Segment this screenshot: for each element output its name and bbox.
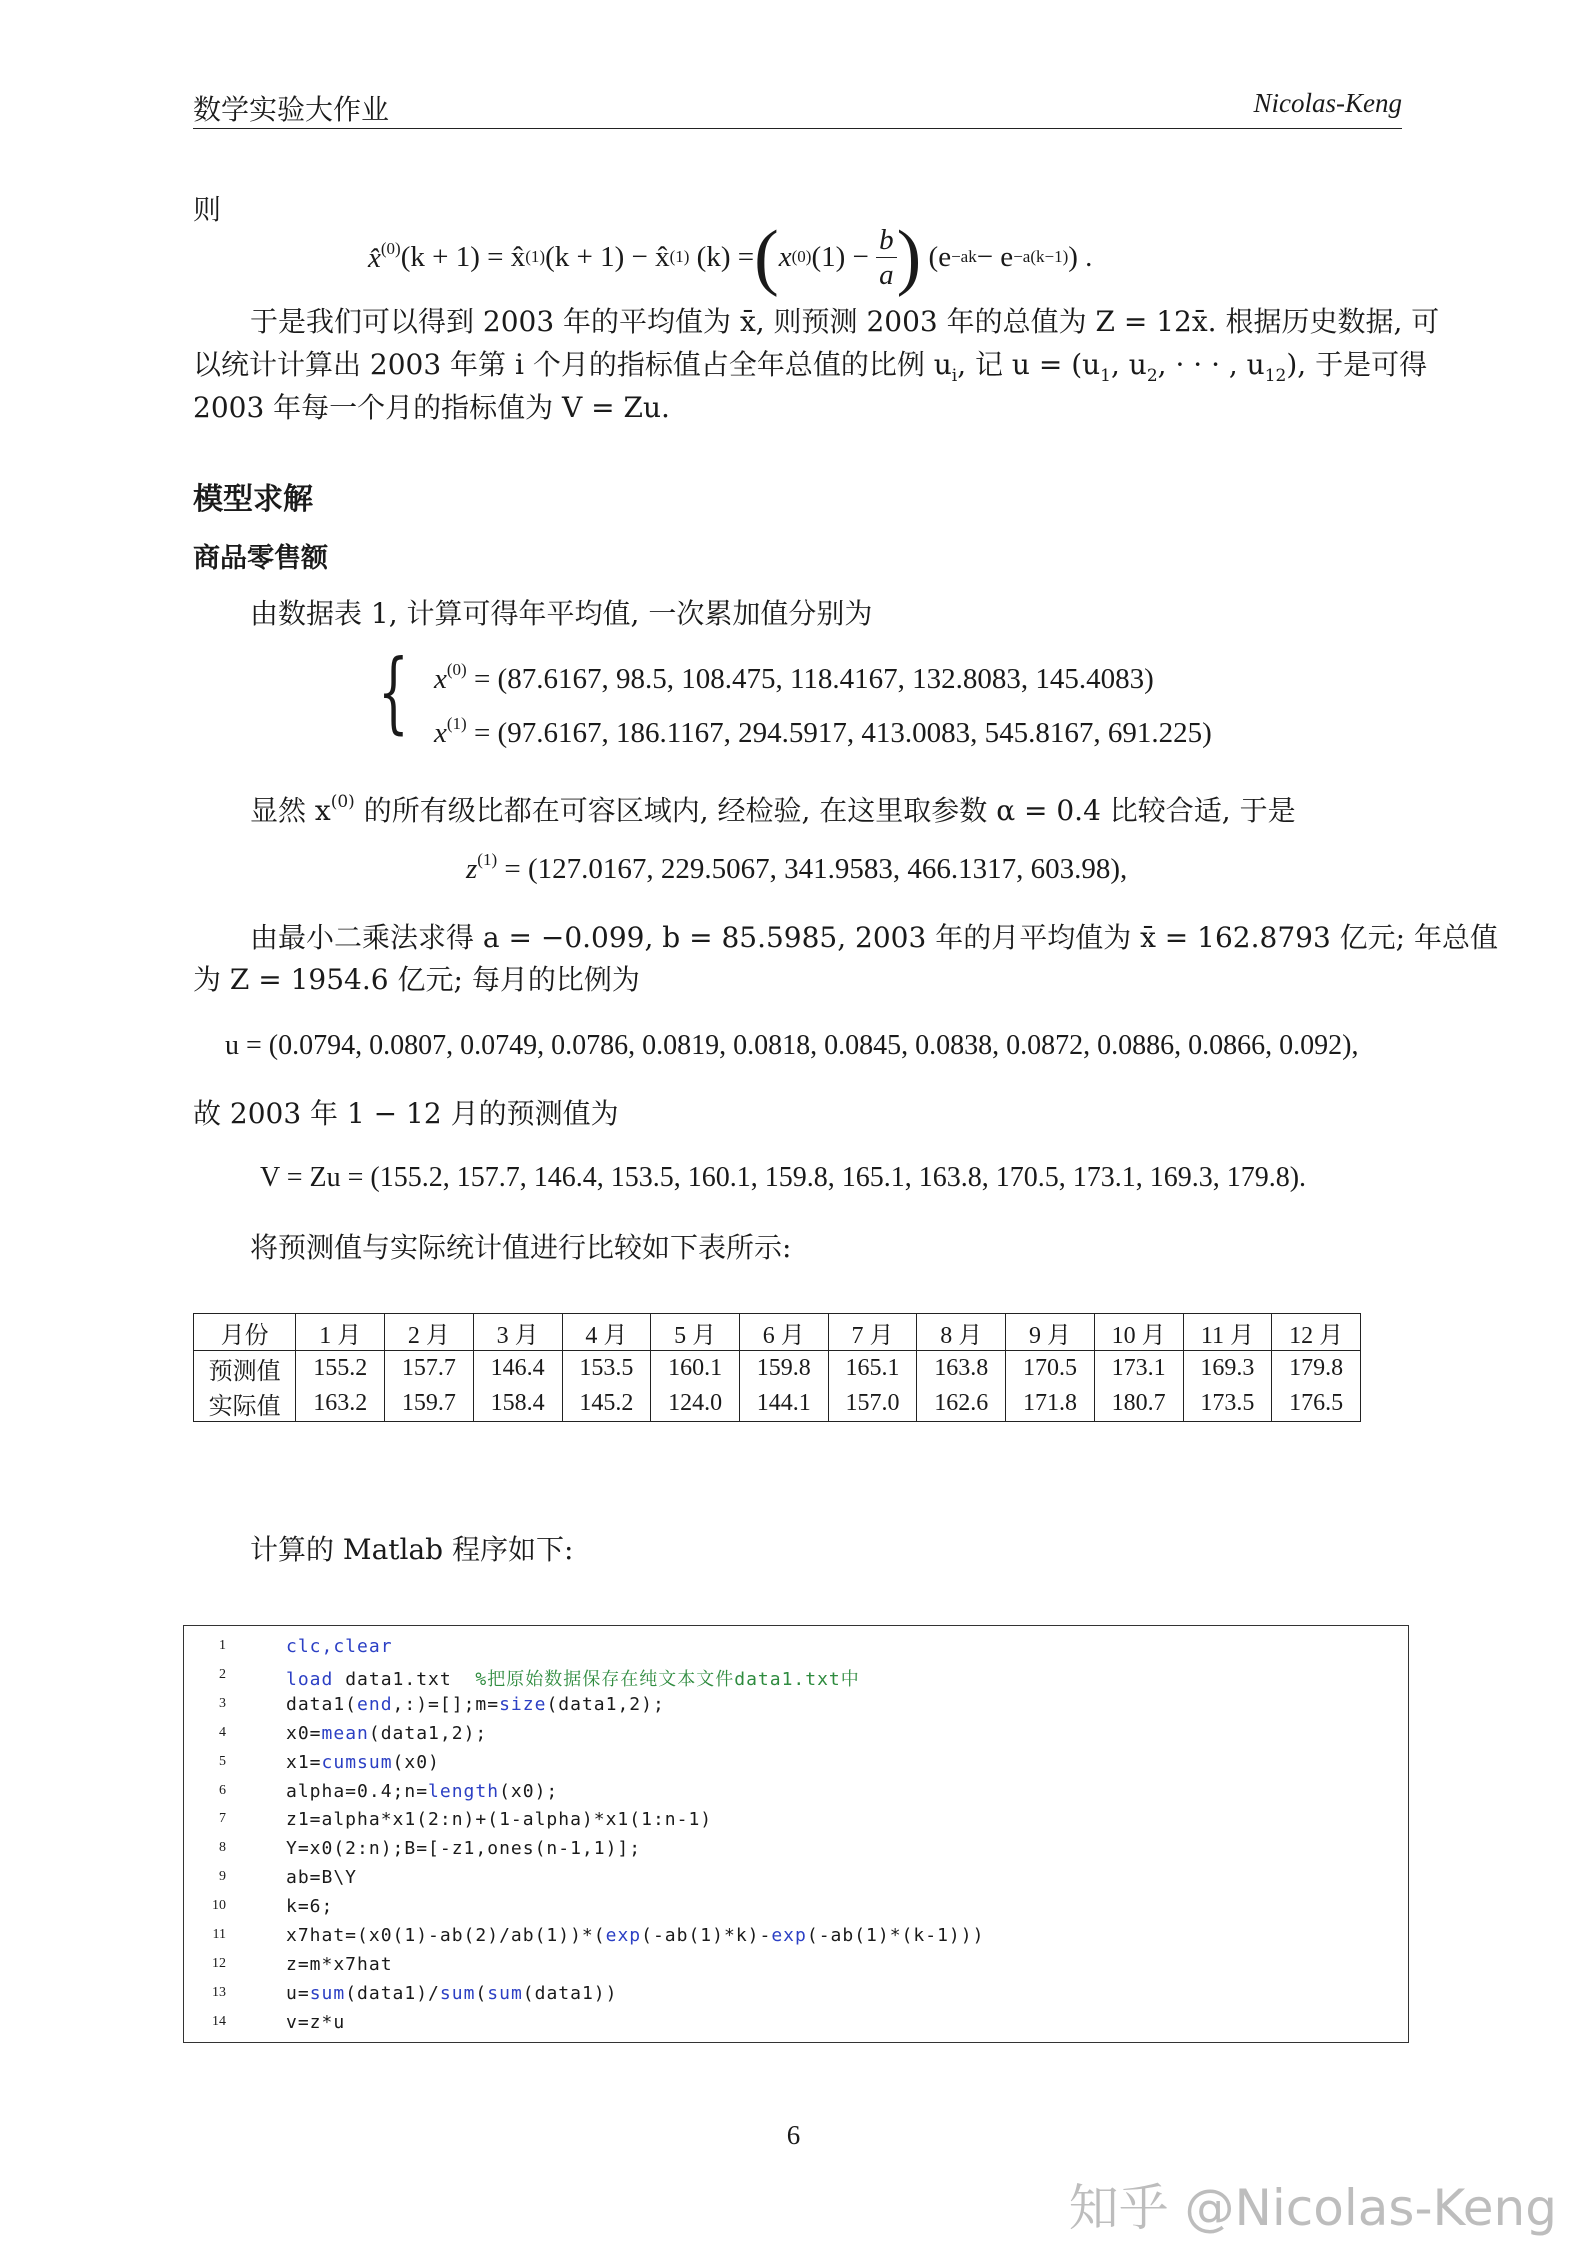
equation-z1: $z^{(1)} = (127.0167$, 229.5067, 341.9583, 466.1317, 603.98), — [466, 850, 1128, 885]
code-text — [286, 1809, 712, 1830]
code-text — [286, 1781, 558, 1802]
comparison-table — [193, 1313, 1361, 1422]
code-token: alpha=0.4;n= — [286, 1780, 429, 1802]
code-text — [286, 1665, 860, 1691]
code-text — [286, 1867, 357, 1888]
code-keyword: cumsum — [321, 1751, 393, 1773]
code-token: x0= — [286, 1722, 322, 1744]
code-line — [184, 1925, 1410, 1954]
code-token: (x0); — [499, 1780, 559, 1802]
code-token: data1.txt — [333, 1668, 476, 1690]
table-row — [194, 1386, 1361, 1422]
code-line — [184, 1636, 1410, 1665]
subsection-heading: 商品零售额 — [193, 543, 328, 574]
table-cell: 163.2 — [296, 1386, 385, 1422]
code-line — [184, 1752, 1410, 1781]
paragraph-2: 由数据表 1, 计算可得年平均值, 一次累加值分别为 — [250, 597, 873, 630]
code-token: x7hat=(x0(1)-ab(2)/ab(1))*( — [286, 1925, 606, 1946]
code-text — [286, 1636, 393, 1657]
table-cell: 179.8 — [1272, 1351, 1361, 1387]
line-number: 10 — [212, 1898, 226, 1914]
paragraph-1-line-2: 以统计计算出 2003 年第 i 个月的指标值占全年总值的比例 $u_i$, 记 $u = (u_1$, $u_2$, · · · , $u_{12}$), 于是可得 — [193, 348, 1428, 386]
table-cell: 3 月 — [473, 1314, 562, 1351]
code-text — [286, 2012, 345, 2033]
paragraph-4-line-2: 为 Z = 1954.6 亿元; 每月的比例为 — [193, 963, 640, 996]
table-cell: 7 月 — [828, 1314, 917, 1351]
equation-x1: $x^{(1)} = (97.6167$, 186.1167, 294.5917, 413.0083, 545.8167, 691.225) — [434, 714, 1212, 749]
line-number: 5 — [219, 1753, 226, 1769]
table-cell: 170.5 — [1006, 1351, 1095, 1387]
code-line — [184, 1781, 1410, 1810]
code-token: (-ab(1)*(k-1))) — [806, 1925, 985, 1946]
table-cell: 171.8 — [1006, 1386, 1095, 1422]
code-token: ( — [475, 1982, 488, 2004]
code-token: v=z*u — [286, 2011, 346, 2033]
code-keyword: clc,clear — [286, 1636, 393, 1657]
code-keyword: exp — [771, 1925, 807, 1946]
equation-v: V = Zu = (155.2, 157.7, 146.4, 153.5, 160.1, 159.8, 165.1, 163.8, 170.5, 173.1, 169.3, 179.8). — [260, 1162, 1307, 1193]
code-line — [184, 1809, 1410, 1838]
code-listing — [183, 1625, 1409, 2043]
table-cell: 实际值 — [194, 1386, 296, 1422]
table-cell: 6 月 — [739, 1314, 828, 1351]
code-token: ,:)=[];m= — [392, 1693, 500, 1715]
code-line — [184, 1723, 1410, 1752]
section-heading: 模型求解 — [193, 482, 313, 517]
code-token: (data1,2); — [546, 1693, 665, 1715]
code-text — [286, 1694, 665, 1715]
table-cell: 155.2 — [296, 1351, 385, 1387]
code-line — [184, 1896, 1410, 1925]
table-cell: 158.4 — [473, 1386, 562, 1422]
code-line — [184, 1665, 1410, 1694]
table-cell: 160.1 — [651, 1351, 740, 1387]
code-keyword: sum — [309, 1982, 346, 2004]
table-cell: 159.8 — [739, 1351, 828, 1387]
code-keyword: mean — [321, 1722, 369, 1744]
line-number: 1 — [219, 1638, 226, 1653]
table-cell: 12 月 — [1272, 1314, 1361, 1351]
code-keyword: load — [286, 1668, 334, 1690]
code-line — [184, 1983, 1410, 2012]
table-cell: 169.3 — [1183, 1351, 1272, 1387]
line-number: 6 — [219, 1782, 226, 1798]
code-text — [286, 1954, 393, 1975]
code-token: x1= — [286, 1751, 322, 1773]
table-cell: 预测值 — [194, 1351, 296, 1387]
table-cell: 2 月 — [385, 1314, 474, 1351]
code-line — [184, 1838, 1410, 1867]
table-cell: 173.5 — [1183, 1386, 1272, 1422]
table-cell: 146.4 — [473, 1351, 562, 1387]
code-token: (data1)) — [522, 1982, 618, 2004]
code-keyword: end — [357, 1693, 393, 1715]
equation-u: u = (0.0794, 0.0807, 0.0749, 0.0786, 0.0819, 0.0818, 0.0845, 0.0838, 0.0872, 0.0886, 0.0866, 0.092), — [225, 1030, 1359, 1061]
table-cell: 176.5 — [1272, 1386, 1361, 1422]
table-cell: 124.0 — [651, 1386, 740, 1422]
code-line — [184, 1867, 1410, 1896]
table-cell: 153.5 — [562, 1351, 651, 1387]
table-cell: 月份 — [194, 1314, 296, 1351]
table-cell: 157.0 — [828, 1386, 917, 1422]
table-cell: 157.7 — [385, 1351, 474, 1387]
header-author: Nicolas-Keng — [1253, 88, 1402, 118]
code-token: k=6; — [286, 1896, 334, 1918]
code-text — [286, 1723, 487, 1744]
table-cell: 4 月 — [562, 1314, 651, 1351]
watermark: 知乎 @Nicolas-Keng — [1068, 2179, 1557, 2237]
code-token: (-ab(1)*k)- — [641, 1925, 772, 1946]
code-token: z1=alpha*x1(2:n)+(1-alpha)*x1(1:n-1) — [286, 1809, 713, 1831]
paragraph-3: 显然 $x^{(0)}$ 的所有级比都在可容区域内, 经检验, 在这里取参数 α = 0.4 比较合适, 于是 — [250, 792, 1296, 827]
fraction-b-over-a: $\frac{b}{a}$ — [876, 223, 897, 292]
code-keyword: length — [428, 1780, 500, 1802]
left-brace: { — [378, 640, 409, 743]
line-number: 2 — [219, 1666, 226, 1682]
line-number: 8 — [219, 1840, 226, 1856]
code-text — [286, 1752, 440, 1773]
header-title: 数学实验大作业 — [193, 93, 390, 126]
line-number: 11 — [212, 1927, 226, 1942]
line-number: 9 — [219, 1869, 226, 1885]
code-token: (data1,2); — [368, 1722, 488, 1744]
table-header-row — [194, 1314, 1361, 1351]
table-cell: 8 月 — [917, 1314, 1006, 1351]
line-number: 14 — [212, 2013, 226, 2029]
code-token: data1( — [286, 1693, 358, 1715]
code-token: (x0) — [392, 1751, 440, 1773]
code-comment: %把原始数据保存在纯文本文件data1.txt中 — [475, 1668, 860, 1690]
code-text — [286, 1896, 333, 1917]
code-keyword: exp — [605, 1925, 642, 1946]
table-row — [194, 1351, 1361, 1387]
line-number: 7 — [219, 1811, 226, 1827]
table-cell: 159.7 — [385, 1386, 474, 1422]
code-line — [184, 2012, 1410, 2041]
code-line — [184, 1954, 1410, 1983]
header-rule — [193, 128, 1402, 129]
table-cell: 10 月 — [1094, 1314, 1183, 1351]
paragraph-1-line-3: 2003 年每一个月的指标值为 V = Zu. — [193, 391, 670, 424]
line-number: 13 — [212, 1984, 226, 2000]
code-text — [286, 1983, 617, 2004]
equation-x0: $x^{(0)} = (87.6167$, 98.5, 108.475, 118.4167, 132.8083, 145.4083) — [434, 660, 1154, 695]
page-number: 6 — [786, 2120, 801, 2150]
paragraph-1-line-1: 于是我们可以得到 2003 年的平均值为 x̄, 则预测 2003 年的总值为 Z = 12x̄. 根据历史数据, 可 — [250, 305, 1440, 338]
code-token: (data1)/ — [345, 1982, 440, 2004]
line-number: 3 — [219, 1695, 226, 1711]
code-token: ab=B\Y — [286, 1867, 358, 1889]
table-cell: 162.6 — [917, 1386, 1006, 1422]
table-cell: 5 月 — [651, 1314, 740, 1351]
table-cell: 173.1 — [1094, 1351, 1183, 1387]
paragraph-6: 将预测值与实际统计值进行比较如下表所示: — [250, 1231, 792, 1264]
text-ze: 则 — [193, 193, 222, 226]
table-cell: 9 月 — [1006, 1314, 1095, 1351]
table-cell: 144.1 — [739, 1386, 828, 1422]
paragraph-4-line-1: 由最小二乘法求得 a = −0.099, b = 85.5985, 2003 年的月平均值为 x̄ = 162.8793 亿元; 年总值 — [250, 921, 1498, 954]
code-keyword: size — [499, 1693, 547, 1715]
line-number: 12 — [212, 1955, 226, 1971]
table-cell: 145.2 — [562, 1386, 651, 1422]
code-token: Y=x0(2:n);B=[-z1,ones(n-1,1)]; — [286, 1838, 642, 1860]
equation-x-hat: x̂$^{(0)}$ (k + 1) = x̂ (1) (k + 1) − x̂ (1) (k) = ( x (0) (1) − $\frac{b}{a}$ ) (e −ak − e −a(k−1) ) . — [368, 216, 1093, 298]
code-token: z=m*x7hat — [286, 1953, 393, 1975]
table-cell: 1 月 — [296, 1314, 385, 1351]
code-token: u= — [286, 1982, 310, 2004]
line-number: 4 — [219, 1724, 226, 1740]
paragraph-5: 故 2003 年 1 − 12 月的预测值为 — [193, 1097, 619, 1130]
table-cell: 11 月 — [1183, 1314, 1272, 1351]
code-keyword: sum — [487, 1982, 523, 2004]
code-keyword: sum — [439, 1982, 476, 2004]
table-cell: 180.7 — [1094, 1386, 1183, 1422]
code-text — [286, 1838, 641, 1859]
code-line — [184, 1694, 1410, 1723]
table-cell: 163.8 — [917, 1351, 1006, 1387]
code-text — [286, 1925, 984, 1946]
paragraph-7: 计算的 Matlab 程序如下: — [250, 1533, 574, 1566]
table-cell: 165.1 — [828, 1351, 917, 1387]
